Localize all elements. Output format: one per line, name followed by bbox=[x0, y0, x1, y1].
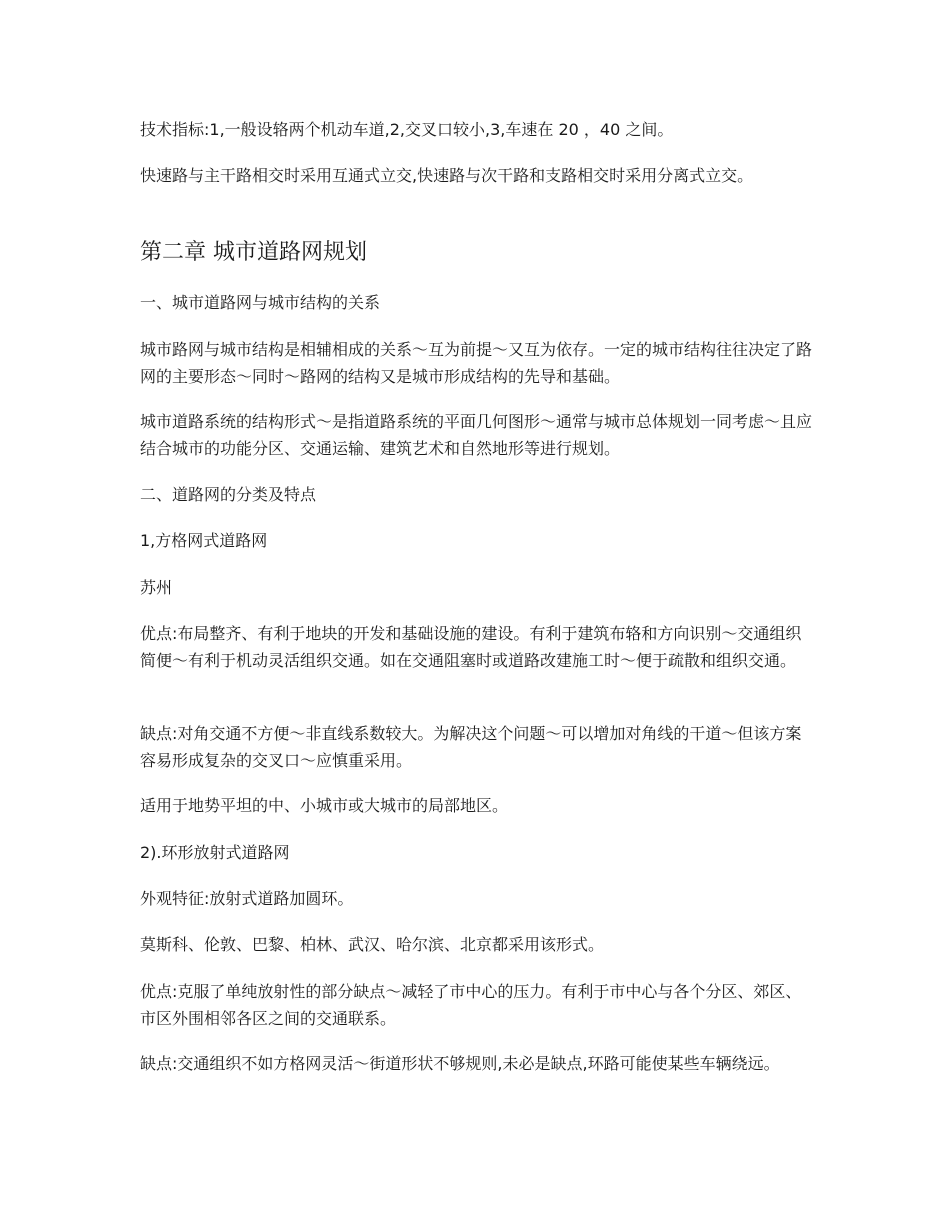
paragraph-grid-applicability: 适用于地势平坦的中、小城市或大城市的局部地区。 bbox=[140, 796, 509, 815]
paragraph-grid-disadvantages: 缺点:对角交通不方便～非直线系数较大。为解决这个问题～可以增加对角线的干道～但该方案容易形成复杂的交叉口～应慎重采用。 bbox=[140, 724, 802, 770]
paragraph-ring-radial-advantages: 优点:克服了单纯放射性的部分缺点～减轻了市中心的压力。有利于市中心与各个分区、郊区、市区外围相邻各区之间的交通联系。 bbox=[140, 982, 802, 1028]
paragraph-ring-radial-features: 外观特征:放射式道路加圆环。 bbox=[140, 889, 354, 908]
paragraph-network-structure-relation: 城市路网与城市结构是相辅相成的关系～互为前提～又互为依存。一定的城市结构往往决定了路网的主要形态～同时～路网的结构又是城市形成结构的先导和基础。 bbox=[140, 340, 813, 386]
section-heading-network-structure: 一、城市道路网与城市结构的关系 bbox=[140, 293, 381, 312]
paragraph-ring-radial-disadvantages: 缺点:交通组织不如方格网灵活～街道形状不够规则,未必是缺点,环路可能使某些车辆绕远。 bbox=[140, 1054, 780, 1073]
paragraph-system-structure-form: 城市道路系统的结构形式～是指道路系统的平面几何图形～通常与城市总体规划一同考虑～且应结合城市的功能分区、交通运输、建筑艺术和自然地形等进行规划。 bbox=[140, 412, 813, 458]
subheading-ring-radial-network: 2).环形放射式道路网 bbox=[140, 843, 290, 862]
paragraph-grid-advantages: 优点:布局整齐、有利于地块的开发和基础设施的建设。有利于建筑布辂和方向识别～交通组织简便～有利于机动灵活组织交通。如在交通阻塞时或道路改建施工时～便于疏散和组织交通。 bbox=[140, 624, 802, 670]
section-heading-network-types: 二、道路网的分类及特点 bbox=[140, 485, 317, 504]
paragraph-expressway-interchange: 快速路与主干路相交时采用互通式立交,快速路与次干路和支路相交时采用分离式立交。 bbox=[140, 166, 754, 185]
chapter-heading: 第二章 城市道路网规划 bbox=[140, 240, 367, 265]
paragraph-tech-indicators: 技术指标:1,一般设辂两个机动车道,2,交叉口较小,3,车速在 20 ，40 之间。 bbox=[140, 120, 674, 139]
paragraph-ring-radial-examples: 莫斯科、伦敦、巴黎、柏林、武汉、哈尔滨、北京都采用该形式。 bbox=[140, 935, 605, 954]
subheading-grid-network: 1,方格网式道路网 bbox=[140, 531, 268, 550]
example-city-suzhou: 苏州 bbox=[140, 578, 173, 597]
